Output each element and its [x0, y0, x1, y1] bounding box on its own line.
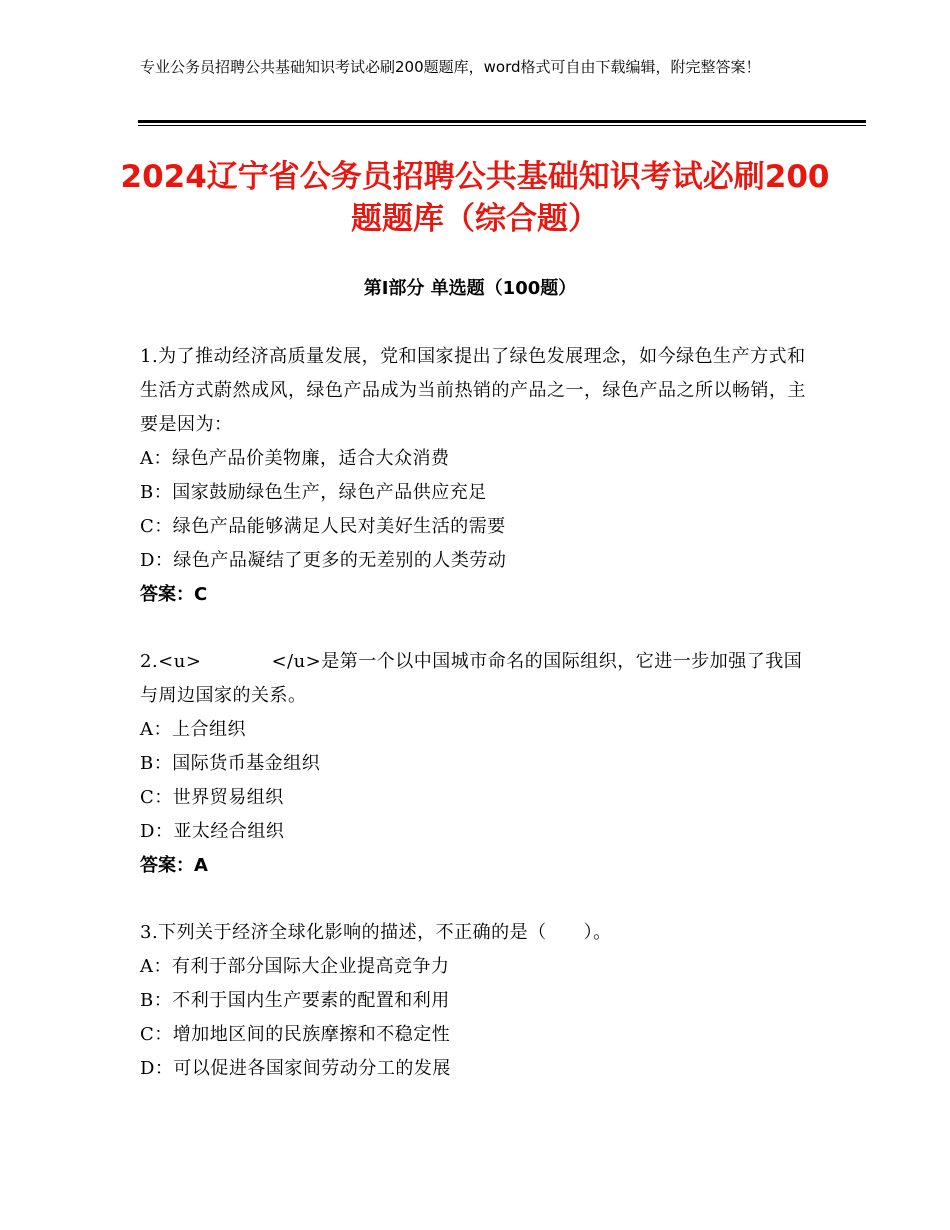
- question-stem: 3.下列关于经济全球化影响的描述，不正确的是（ ）。: [140, 922, 612, 943]
- question-stem-start: 2.<u>: [140, 651, 202, 672]
- option-b: B：国际货币基金组织: [140, 753, 321, 774]
- question-3: [140, 916, 820, 1086]
- question-2: [140, 645, 820, 883]
- option-c: C：绿色产品能够满足人民对美好生活的需要: [140, 516, 506, 537]
- question-list: [140, 340, 820, 1119]
- option-d: D：绿色产品凝结了更多的无差别的人类劳动: [140, 550, 507, 571]
- option-c: C：世界贸易组织: [140, 787, 284, 808]
- option-b: B：不利于国内生产要素的配置和利用: [140, 990, 450, 1011]
- question-stem: [140, 645, 820, 713]
- option-d: D：可以促进各国家间劳动分工的发展: [140, 1058, 451, 1079]
- header-note: 专业公务员招聘公共基础知识考试必刷200题题库，word格式可自由下载编辑，附完整答案！: [140, 58, 761, 76]
- section-heading: 第Ⅰ部分 单选题（100题）: [363, 278, 577, 299]
- option-a: A：有利于部分国际大企业提高竞争力: [140, 956, 450, 977]
- header-rule-thick: [138, 120, 866, 123]
- answer-line: 答案：C: [140, 584, 208, 605]
- option-b: B：国家鼓励绿色生产，绿色产品供应充足: [140, 482, 487, 503]
- question-stem: 1.为了推动经济高质量发展，党和国家提出了绿色发展理念，如今绿色生产方式和生活方式蔚然成风，绿色产品成为当前热销的产品之一，绿色产品之所以畅销，主要是因为：: [140, 346, 806, 435]
- document-title: 2024辽宁省公务员招聘公共基础知识考试必刷200题题库（综合题）: [120, 159, 830, 237]
- question-1: [140, 340, 820, 612]
- option-c: C：增加地区间的民族摩擦和不稳定性: [140, 1024, 451, 1045]
- option-a: A：上合组织: [140, 719, 246, 740]
- option-d: D：亚太经合组织: [140, 821, 285, 842]
- option-a: A：绿色产品价美物廉，适合大众消费: [140, 448, 450, 469]
- header-rule-thin: [138, 125, 866, 126]
- answer-line: 答案：A: [140, 855, 208, 876]
- question-stem-end: </u>是第一个以中国城市命名的国际组织，它进一步加强了我国与周边国家的关系。: [140, 651, 803, 706]
